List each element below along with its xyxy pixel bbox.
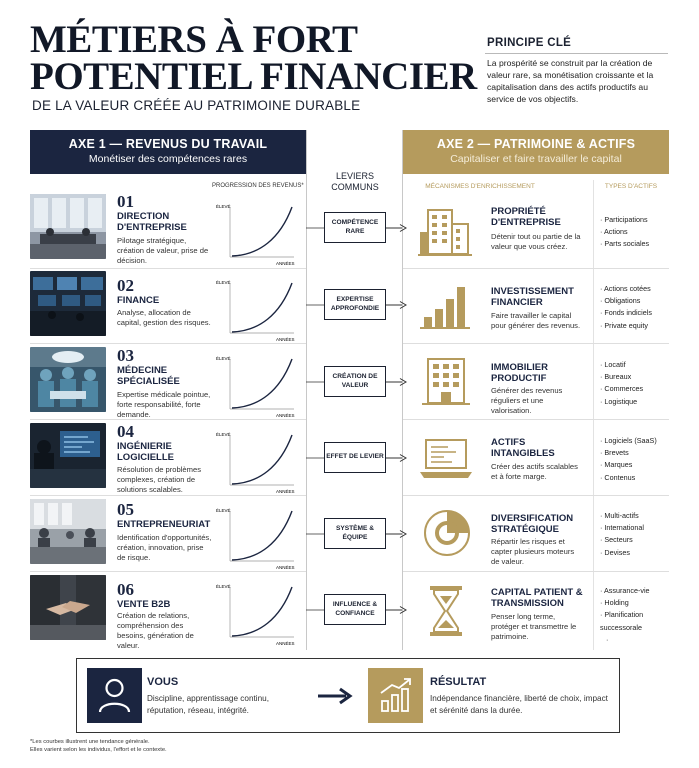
laptop-code-icon	[418, 436, 474, 482]
row-divider	[403, 571, 669, 572]
axe2-banner	[403, 130, 669, 174]
principe-body: La prospérité se construit par la création de valeur rare, sa monétisation croissante et la capitalisation dans des actifs productifs au service de vos objectifs.	[487, 58, 654, 104]
curve-x-label: ANNÉES	[276, 489, 295, 494]
asset-type-item: · Locatif	[600, 359, 670, 371]
arrow-right-icon	[386, 223, 408, 233]
curve-y-label: ÉLEVÉ	[216, 356, 231, 361]
hourglass-icon	[428, 584, 464, 638]
page-title-line2: POTENTIEL FINANCIER	[30, 55, 477, 98]
page-subtitle: DE LA VALEUR CRÉÉE AU PATRIMOINE DURABLE	[32, 98, 361, 113]
revenue-curve	[214, 275, 300, 343]
job-description: Création de relations, compréhension des besoins, génération de valeur.	[117, 611, 194, 651]
footnote-line1: *Les courbes illustrent une tendance générale.	[30, 739, 150, 745]
left-connector	[306, 531, 324, 537]
asset-type-item: · Logistique	[600, 396, 670, 408]
job-description: Expertise médicale pointue, forte responsabilité, forte demande.	[117, 390, 211, 420]
asset-title: INVESTISSEMENT FINANCIER	[491, 286, 574, 309]
lever-box: COMPÉTENCE RARE	[324, 212, 386, 243]
arrow-right-icon	[386, 377, 408, 387]
curve-x-label: ANNÉES	[276, 261, 295, 266]
asset-type-item: · Actions cotées	[600, 283, 670, 295]
job-number: 06	[117, 580, 134, 599]
axe2-left-border	[402, 130, 403, 650]
asset-type-item: · Planification successorale	[600, 609, 670, 633]
job-description: Identification d'opportunités, création, innovation, prise de risque.	[117, 533, 212, 563]
asset-type-item: · Devises	[600, 547, 670, 559]
job-number: 02	[117, 276, 134, 295]
asset-type-item: · Parts sociales	[600, 238, 670, 250]
asset-type-item: · Obligations	[600, 295, 670, 307]
asset-title: DIVERSIFICATION STRATÉGIQUE	[491, 513, 574, 536]
progression-header: PROGRESSION DES REVENUS*	[212, 183, 304, 189]
lever-box: EFFET DE LEVIER	[324, 442, 386, 473]
curve-y-label: ÉLEVÉ	[216, 584, 231, 589]
pie-chart-icon	[422, 508, 472, 558]
arrow-right-icon	[386, 453, 408, 463]
lever-box: SYSTÈME & ÉQUIPE	[324, 518, 386, 549]
page-title-line1: MÉTIERS À FORT	[30, 18, 358, 61]
resultat-title: RÉSULTAT	[430, 676, 487, 688]
person-icon	[87, 668, 142, 723]
job-title: INGÉNIERIE LOGICIELLE	[117, 441, 174, 464]
resultat-text: Indépendance financière, liberté de choix, impact et sérénité dans la durée.	[430, 694, 608, 715]
job-description: Résolution de problèmes complexes, création de solutions scalables.	[117, 465, 202, 495]
job-number: 03	[117, 346, 134, 365]
revenue-curve	[214, 503, 300, 571]
asset-types-list	[600, 359, 670, 408]
asset-description: Penser long terme, protéger et transmettre le patrimoine.	[491, 612, 577, 642]
asset-types-list	[600, 585, 670, 646]
arrow-right-icon	[316, 686, 356, 706]
asset-type-item: · Logiciels (SaaS)	[600, 435, 670, 447]
revenue-curve	[214, 427, 300, 495]
row-divider	[30, 343, 306, 344]
curve-y-label: ÉLEVÉ	[216, 508, 231, 513]
asset-type-item: · Holding	[600, 597, 670, 609]
left-connector	[306, 379, 324, 385]
axe1-subtitle: Monétiser des compétences rares	[88, 153, 248, 165]
vous-text: Discipline, apprentissage continu, réputation, réseau, intégrité.	[147, 694, 269, 715]
asset-type-item: · Secteurs	[600, 534, 670, 546]
asset-types-list	[600, 283, 670, 332]
asset-types-list	[600, 214, 670, 251]
developer-desk-photo	[30, 423, 106, 488]
vous-title: VOUS	[147, 676, 179, 688]
axe1-right-border	[306, 130, 307, 650]
row-divider	[403, 268, 669, 269]
revenue-curve	[214, 579, 300, 647]
asset-types-list	[600, 510, 670, 559]
principe-divider	[485, 53, 668, 54]
curve-y-label: ÉLEVÉ	[216, 204, 231, 209]
levers-header	[322, 171, 388, 193]
levers-header-line1: LEVIERS	[335, 171, 375, 181]
asset-type-item: · Private equity	[600, 320, 670, 332]
asset-description: Générer des revenus réguliers et une valorisation.	[491, 386, 563, 416]
curve-x-label: ANNÉES	[276, 641, 295, 646]
asset-type-item: · Bureaux	[600, 371, 670, 383]
curve-x-label: ANNÉES	[276, 413, 295, 418]
curve-y-label: ÉLEVÉ	[216, 280, 231, 285]
mechanisms-header: MÉCANISMES D'ENRICHISSEMENT	[425, 183, 535, 190]
asset-description: Faire travailler le capital pour générer des revenus.	[491, 311, 581, 331]
job-description: Analyse, allocation de capital, gestion des risques.	[117, 308, 211, 328]
job-number: 04	[117, 422, 134, 441]
levers-header-line2: COMMUNS	[331, 181, 379, 192]
asset-type-item: · Multi-actifs	[600, 510, 670, 522]
asset-title: ACTIFS INTANGIBLES	[491, 437, 555, 460]
asset-type-item: · Brevets	[600, 447, 670, 459]
axe2-subtitle: Capitaliser et faire travailler le capital	[450, 153, 622, 165]
row-divider	[30, 571, 306, 572]
handshake-photo	[30, 575, 106, 640]
row-divider	[403, 343, 669, 344]
office-meeting-photo	[30, 194, 106, 259]
footnote-line2: Elles varient selon les individus, l'effort et le contexte.	[30, 747, 167, 754]
axe2-title: AXE 2 — PATRIMOINE & ACTIFS	[436, 137, 636, 151]
asset-type-item: · Marques	[600, 459, 670, 471]
left-connector	[306, 455, 324, 461]
revenue-curve	[214, 199, 300, 267]
arrow-right-icon	[386, 605, 408, 615]
job-number: 05	[117, 500, 134, 519]
trading-room-photo	[30, 271, 106, 336]
job-title: MÉDECINE SPÉCIALISÉE	[117, 365, 180, 388]
asset-types-list	[600, 435, 670, 484]
principe-title: PRINCIPE CLÉ	[487, 37, 572, 49]
asset-type-item: · Assurance-vie	[600, 585, 670, 597]
asset-type-item: · Fonds indiciels	[600, 307, 670, 319]
asset-title: PROPRIÉTÉ D'ENTREPRISE	[491, 206, 561, 229]
asset-type-item: · Participations	[600, 214, 670, 226]
job-number: 01	[117, 192, 134, 211]
job-title: FINANCE	[117, 295, 160, 306]
lever-box: EXPERTISE APPROFONDIE	[324, 289, 386, 320]
arrow-right-icon	[386, 300, 408, 310]
growth-chart-icon	[368, 668, 423, 723]
job-title: VENTE B2B	[117, 599, 171, 610]
asset-type-item: · International	[600, 522, 670, 534]
surgery-room-photo	[30, 347, 106, 412]
row-divider	[403, 495, 669, 496]
left-connector	[306, 225, 324, 231]
left-connector	[306, 607, 324, 613]
arrow-right-icon	[386, 529, 408, 539]
curve-y-label: ÉLEVÉ	[216, 432, 231, 437]
lever-box: CRÉATION DE VALEUR	[324, 366, 386, 397]
asset-title: IMMOBILIER PRODUCTIF	[491, 362, 548, 385]
asset-title: CAPITAL PATIENT & TRANSMISSION	[491, 587, 583, 610]
asset-type-item	[600, 634, 670, 646]
asset-type-item: · Actions	[600, 226, 670, 238]
job-title: DIRECTION D'ENTREPRISE	[117, 211, 187, 234]
job-title: ENTREPRENEURIAT	[117, 519, 211, 530]
types-column-divider	[593, 180, 594, 650]
row-divider	[30, 268, 306, 269]
axe1-title: AXE 1 — REVENUS DU TRAVAIL	[68, 137, 268, 151]
job-description: Pilotage stratégique, création de valeur, prise de décision.	[117, 236, 209, 266]
asset-type-item: · Commerces	[600, 383, 670, 395]
row-divider	[403, 419, 669, 420]
asset-description: Répartir les risques et capter plusieurs moteurs de valeur.	[491, 537, 575, 567]
open-space-photo	[30, 499, 106, 564]
row-divider	[30, 495, 306, 496]
lever-box: INFLUENCE & CONFIANCE	[324, 594, 386, 625]
curve-x-label: ANNÉES	[276, 337, 295, 342]
office-building-icon	[418, 202, 474, 258]
asset-description: Détenir tout ou partie de la valeur que vous créez.	[491, 232, 581, 252]
asset-type-item: · Contenus	[600, 472, 670, 484]
bar-chart-icon	[420, 281, 472, 331]
axe1-banner	[30, 130, 306, 174]
curve-x-label: ANNÉES	[276, 565, 295, 570]
asset-description: Créer des actifs scalables et à forte marge.	[491, 462, 578, 482]
revenue-curve	[214, 351, 300, 419]
left-connector	[306, 302, 324, 308]
footnote	[30, 738, 167, 755]
apartment-building-icon	[422, 355, 470, 409]
asset-types-header: TYPES D'ACTIFS	[604, 183, 658, 190]
